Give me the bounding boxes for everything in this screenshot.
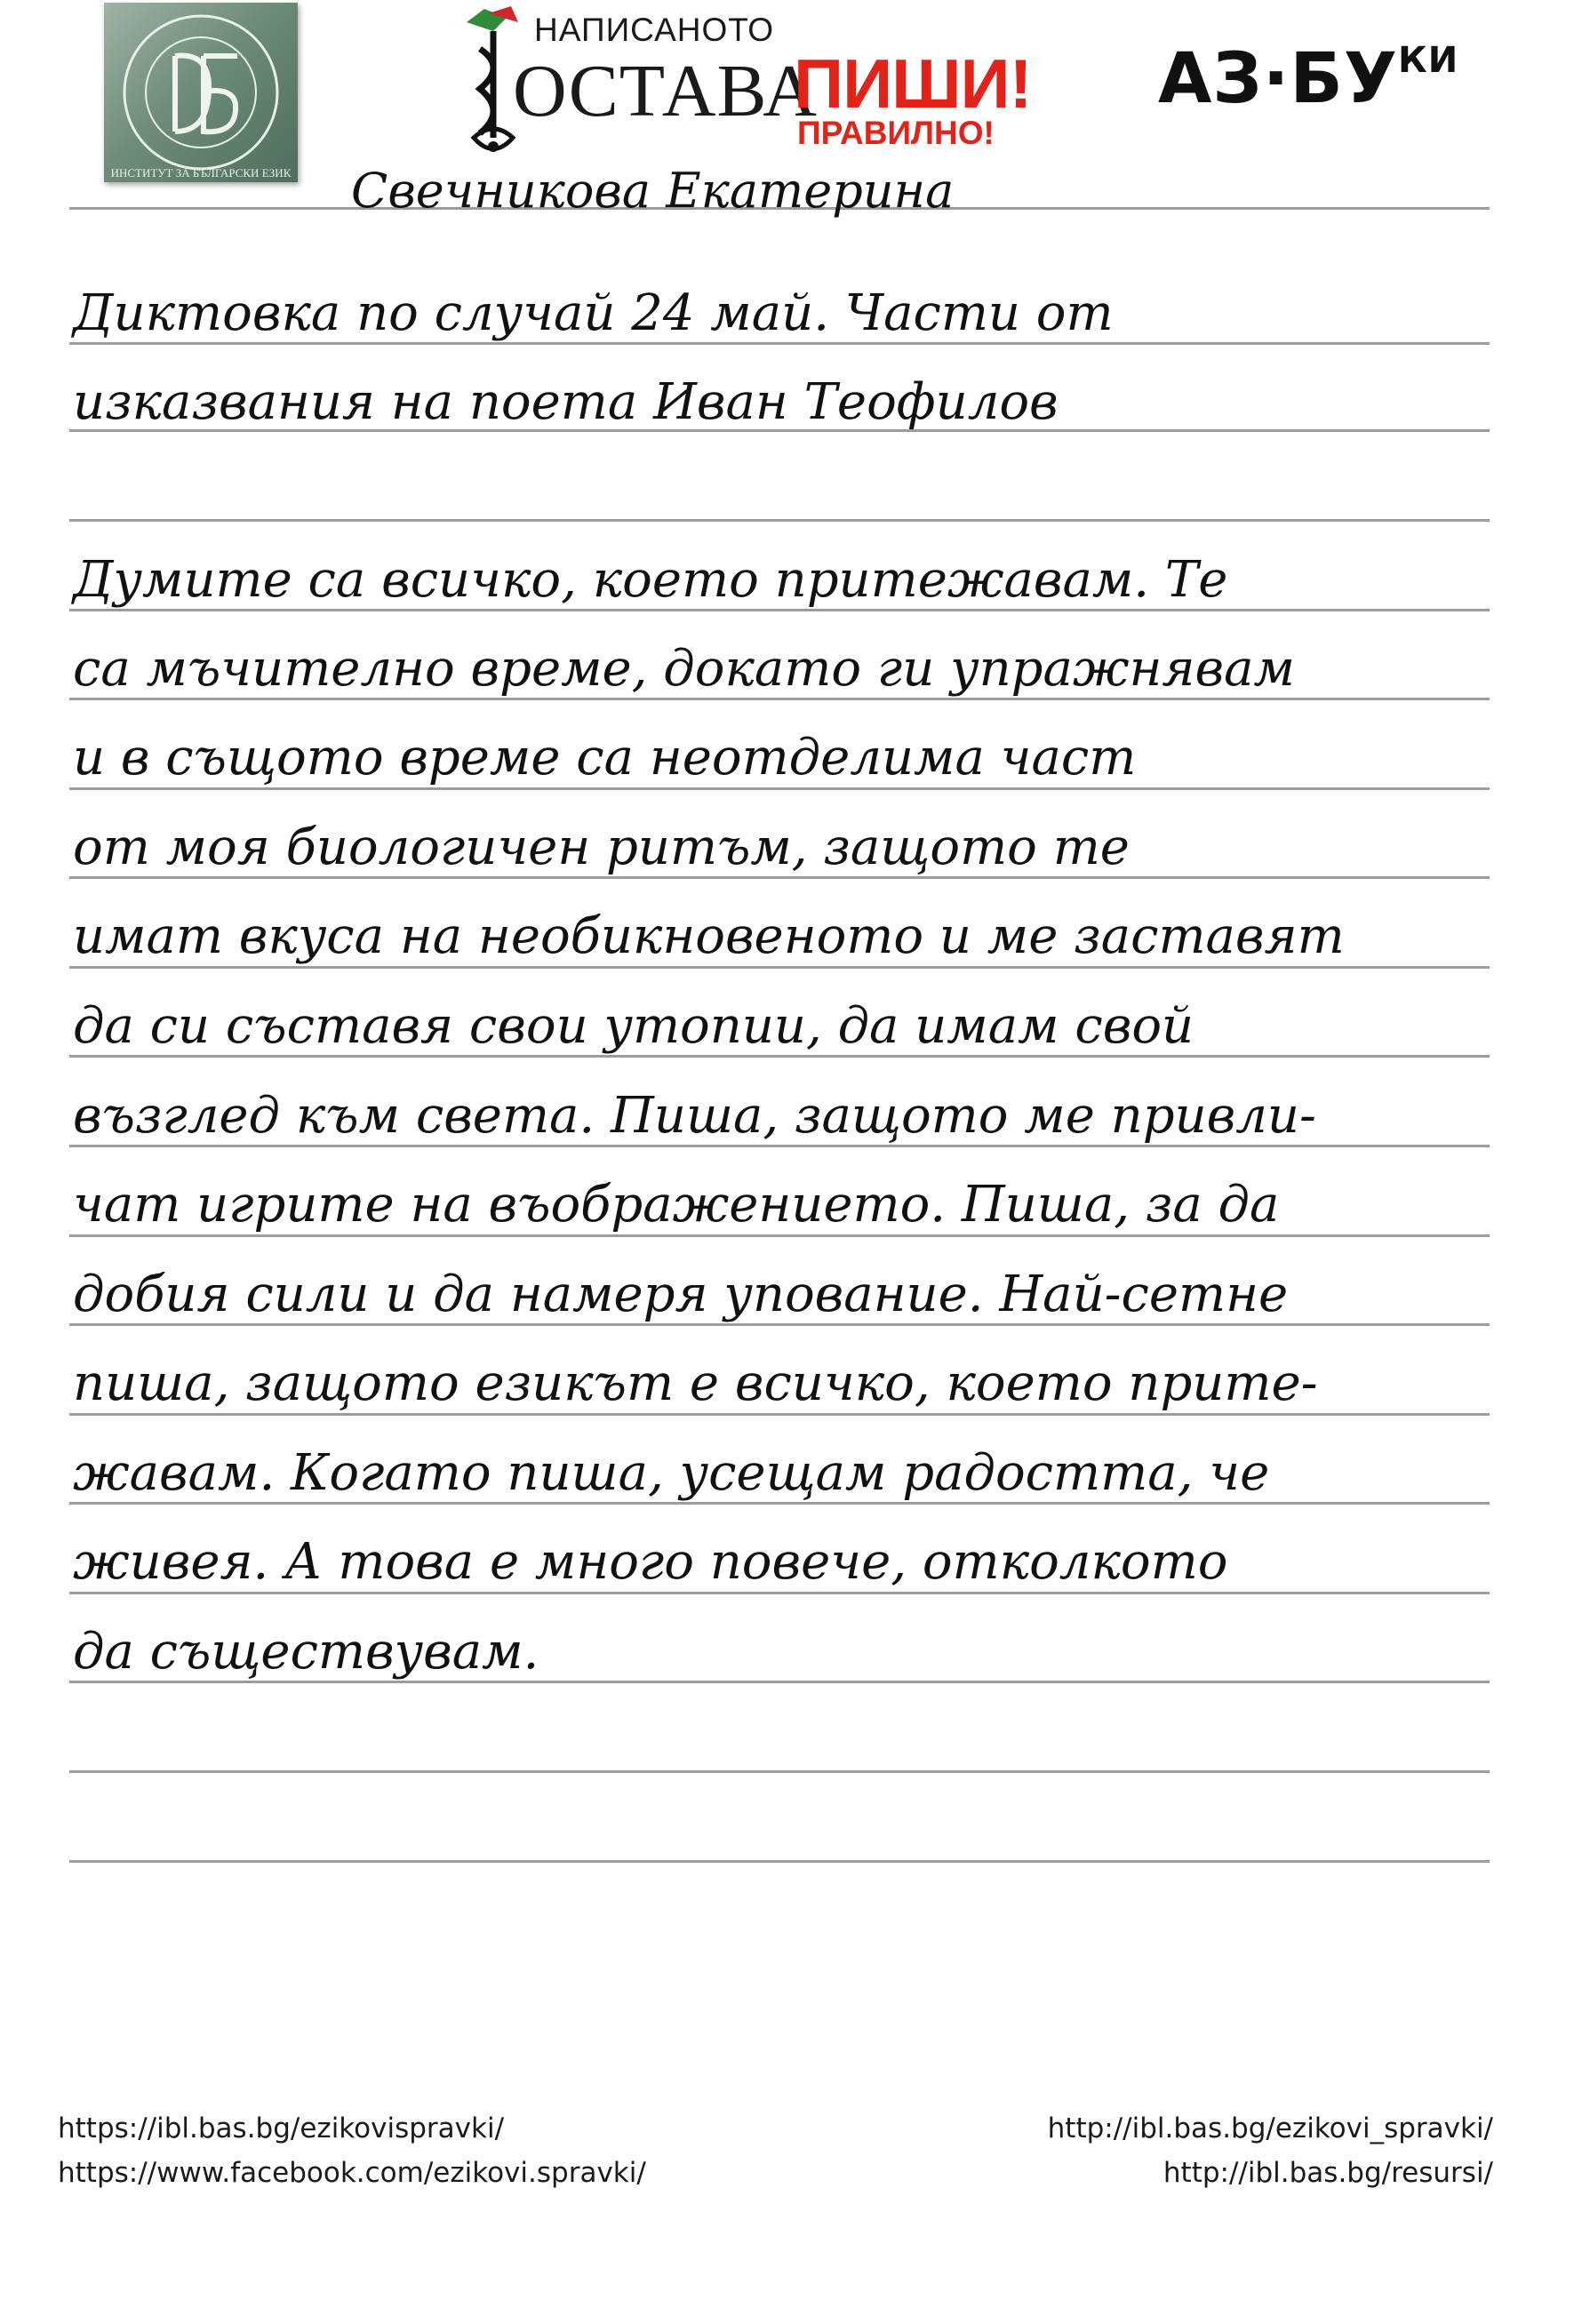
body-line: и в същото време са неотделима част	[73, 729, 1137, 787]
ruled-line	[69, 1323, 1490, 1326]
ruled-line	[69, 1770, 1490, 1773]
ruled-line	[69, 1234, 1490, 1237]
footer-links-right	[1048, 2106, 1493, 2195]
ruled-line	[69, 1055, 1490, 1058]
body-line: жавам. Когато пиша, усещам радостта, че	[73, 1444, 1270, 1502]
ruled-line	[69, 698, 1490, 700]
ruled-line	[69, 342, 1490, 345]
body-line: чат игрите на въображението. Пиша, за да	[73, 1176, 1280, 1234]
body-line: са мъчително време, докато ги упражнявам	[73, 640, 1295, 698]
footer-link[interactable]: https://ibl.bas.bg/ezikovispravki/	[58, 2112, 505, 2144]
az-buki-main: АЗ·БУ	[1158, 39, 1399, 119]
ruled-line	[69, 1502, 1490, 1505]
body-line: добия сили и да намеря упование. Най-сетне	[73, 1266, 1289, 1323]
ruled-line	[69, 966, 1490, 969]
ruled-line	[69, 609, 1490, 611]
ostava-label: ОСТАВА	[513, 50, 818, 132]
az-buki-logo	[1158, 39, 1459, 119]
body-line: от моя биологичен ритъм, защото те	[73, 819, 1130, 876]
ruled-line	[69, 519, 1490, 522]
body-line: възглед към света. Пиша, защото ме привли-	[73, 1087, 1316, 1145]
footer-links-left	[58, 2106, 646, 2195]
ibl-logo-monogram: ИБ	[189, 84, 212, 103]
ruled-line	[69, 1413, 1490, 1416]
ruled-line	[69, 1860, 1490, 1863]
ibl-logo	[104, 3, 298, 182]
body-line: живея. А това е много повече, отколкото	[73, 1533, 1228, 1591]
ruled-line	[69, 1681, 1490, 1683]
pishi-pravilno-logo	[794, 44, 1043, 151]
footer-link[interactable]: http://ibl.bas.bg/ezikovi_spravki/	[1047, 2112, 1493, 2144]
title-line: Диктовка по случай 24 май. Части от	[73, 284, 1114, 342]
pishi-label: ПИШИ!	[794, 44, 1032, 123]
ruled-line	[69, 876, 1490, 879]
ibl-logo-ring-text: ИНСТИТУТ ЗА БЪЛГАРСКИ ЕЗИК	[110, 166, 292, 180]
napisanoto-label: НАПИСАНОТО	[534, 12, 774, 48]
body-line: Думите са всичко, което притежавам. Те	[73, 551, 1228, 609]
ruled-line	[69, 1592, 1490, 1594]
footer-link[interactable]: https://www.facebook.com/ezikovi.spravki/	[58, 2157, 646, 2189]
body-line: имат вкуса на необикновеното и ме заставят	[73, 907, 1345, 965]
title-line: изказвания на поета Иван Теофилов	[73, 373, 1059, 431]
ruled-line	[69, 1145, 1490, 1147]
napisanoto-ostava-logo	[458, 4, 818, 164]
body-line: пиша, защото езикът е всичко, което прите-	[73, 1354, 1318, 1412]
body-line: да си съставя свои утопии, да имам свой	[73, 997, 1194, 1055]
footer-link[interactable]: http://ibl.bas.bg/resursi/	[1163, 2157, 1493, 2189]
pravilno-label: ПРАВИЛНО!	[797, 115, 995, 151]
ruled-line	[69, 787, 1490, 790]
body-line: да съществувам.	[73, 1623, 539, 1681]
author-name: Свечникова Екатерина	[351, 163, 955, 219]
az-buki-superscript: КИ	[1398, 40, 1459, 81]
